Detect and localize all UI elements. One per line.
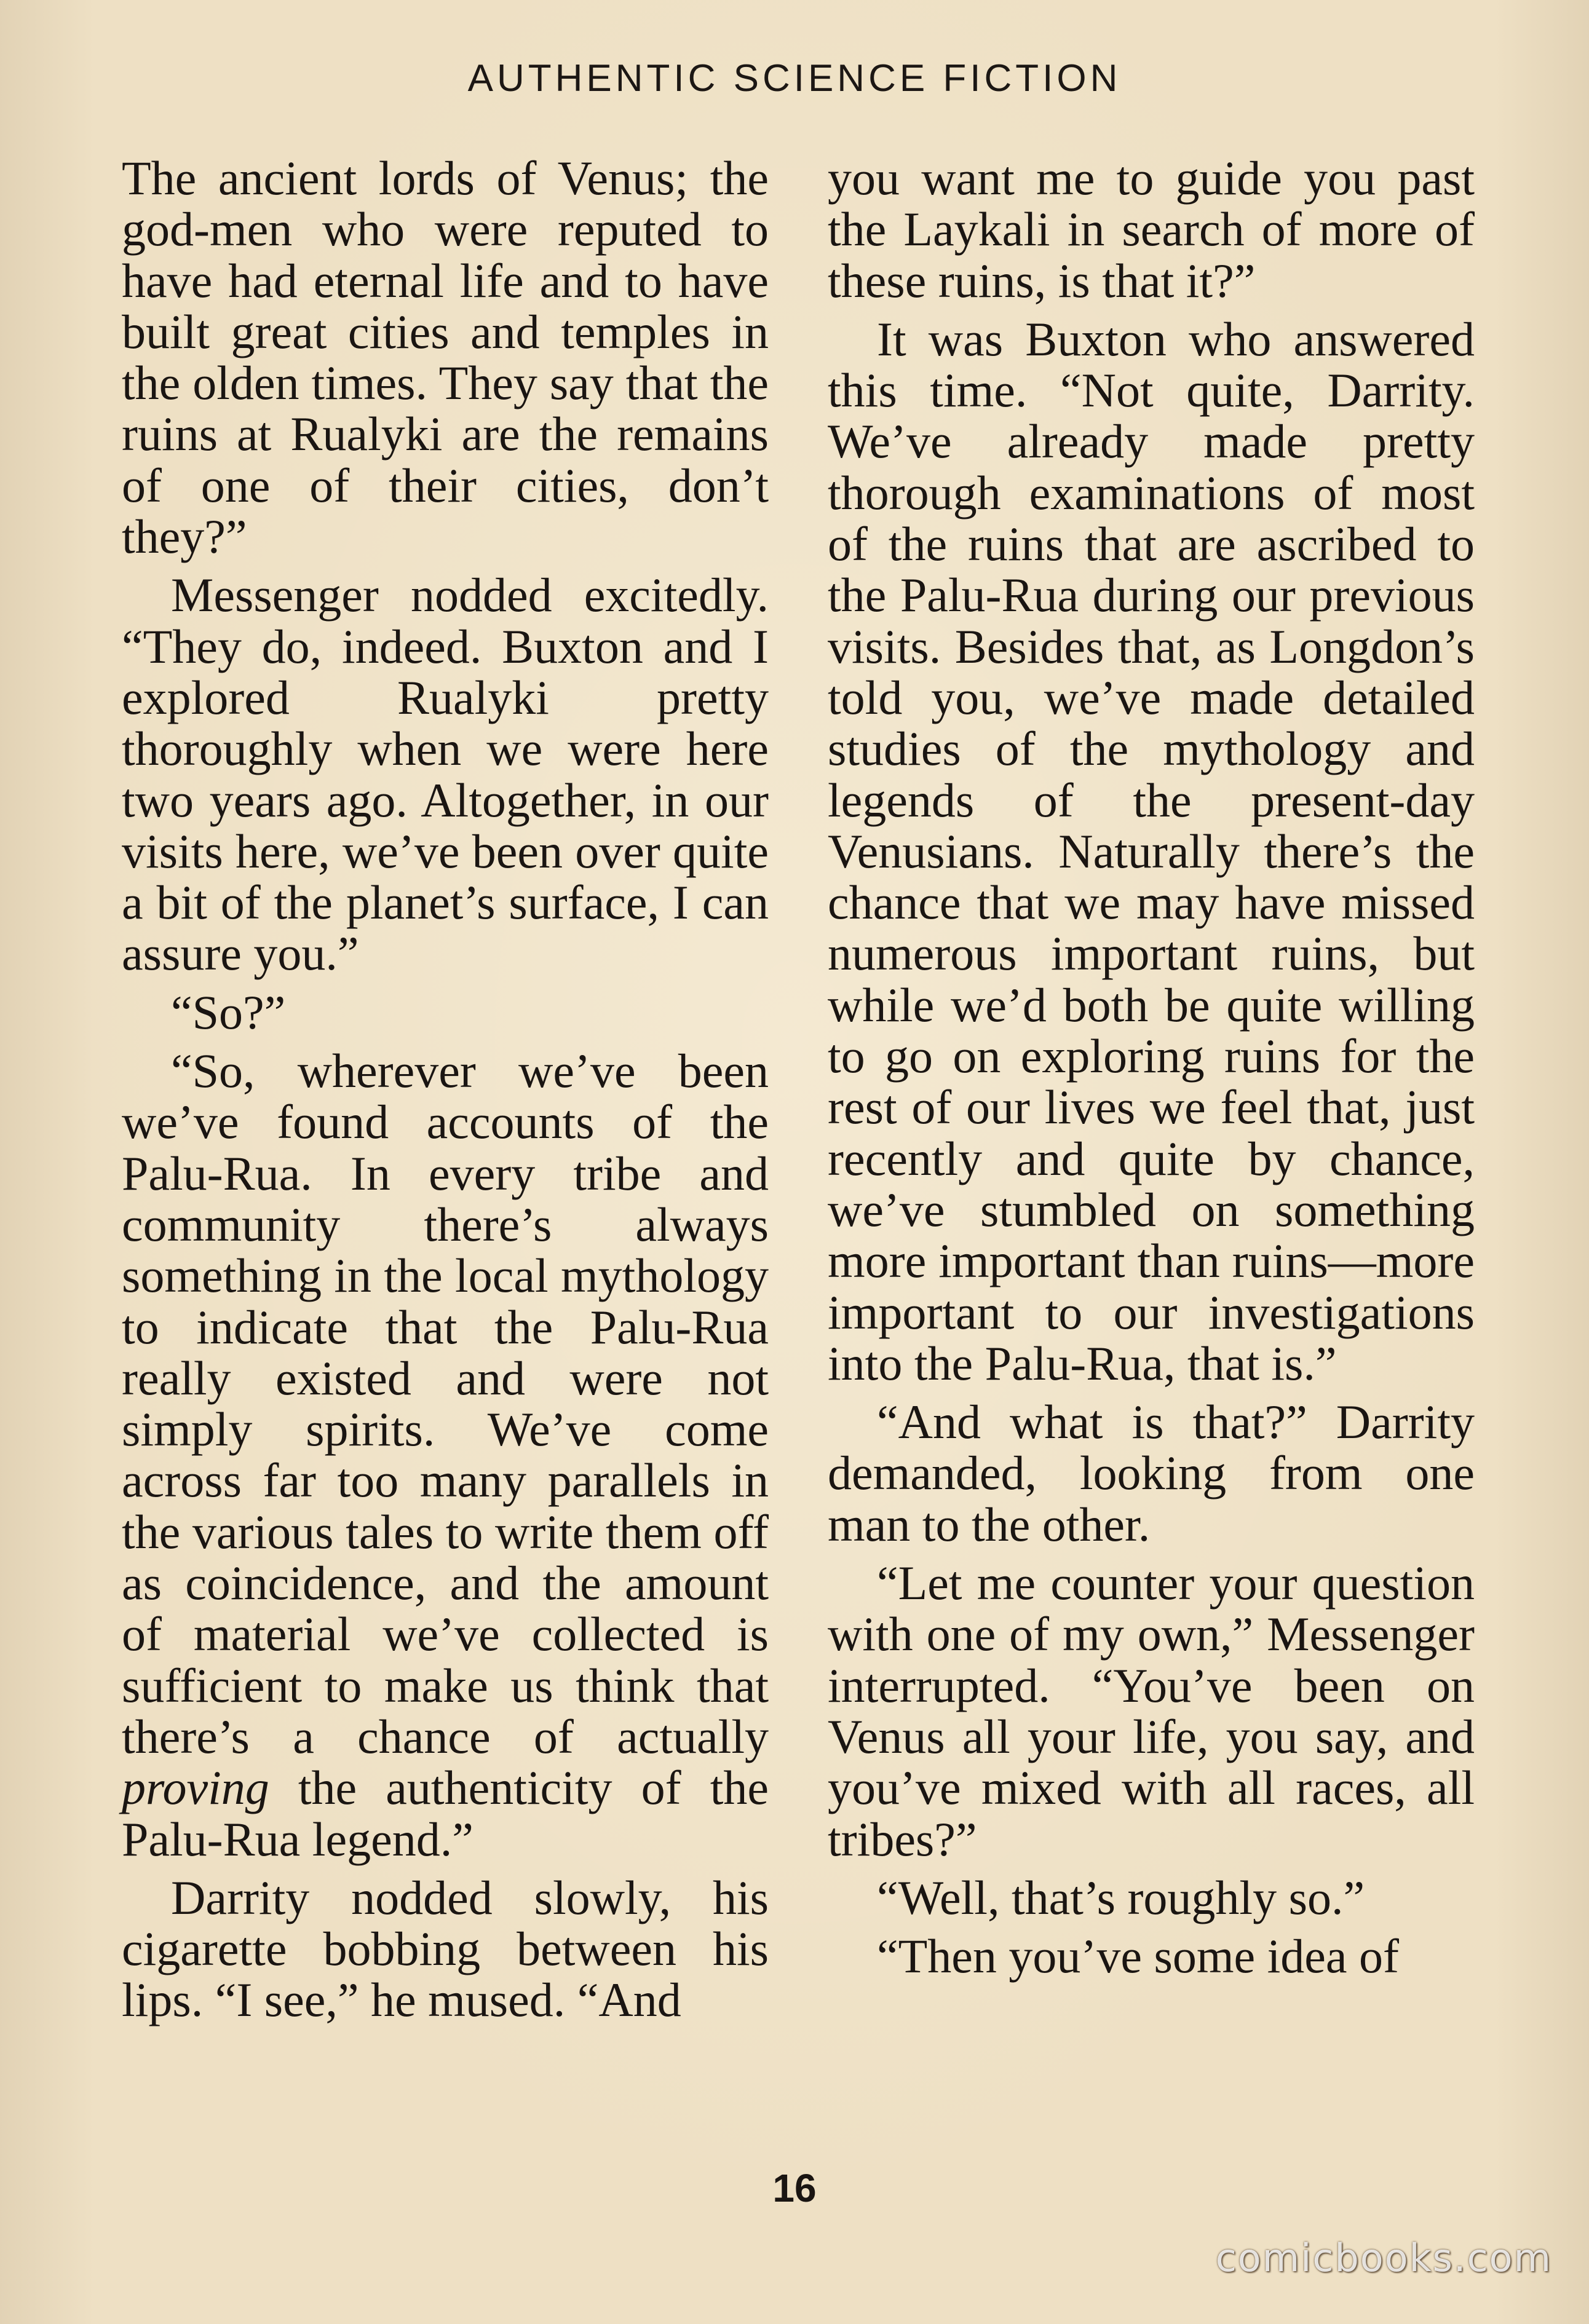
text-run: “Then you’ve some idea of [877, 1929, 1400, 1983]
paragraph [828, 1872, 1475, 1923]
text-run: “Well, that’s roughly so.” [877, 1870, 1365, 1924]
text-run: you want me to guide you past the Laykali in search of more of these ruins, is that it?” [828, 151, 1475, 307]
watermark: comicbooks.com [1215, 2235, 1552, 2280]
paragraph [122, 152, 769, 562]
italic-run: proving [122, 1761, 269, 1815]
paragraph [828, 1931, 1475, 1982]
text-run: The ancient lords of Venus; the god-men who were reputed to have had eternal life and to have built great cities and temples in the olden times. They say that the ruins at Rualyki are the remains of one of their cities, don’t they?” [122, 151, 769, 564]
text-column-left [122, 152, 769, 2033]
text-run: “So, wherever we’ve been we’ve found accounts of the Palu-Rua. In every tribe and community there’s always something in the local mythology to indicate that the Palu-Rua really existed and were not simply spirits. We’ve come across far too many parallels in the various tales to write them off as coincidence, and the amount of material we’ve collected is sufficient to make us think that there’s a chance of actually [122, 1044, 769, 1763]
paragraph [828, 152, 1475, 306]
text-run: “And what is that?” Darrity demanded, looking from one man to the other. [828, 1395, 1475, 1551]
paragraph [828, 314, 1475, 1389]
paragraph [828, 1396, 1475, 1550]
paragraph [122, 569, 769, 979]
text-run: “Let me counter your question with one of my own,” Messenger interrupted. “You’ve been on Venus all your life, you say, and you’ve mixed with all races, all tribes?” [828, 1556, 1475, 1866]
running-head: AUTHENTIC SCIENCE FICTION [467, 57, 1122, 100]
paragraph [122, 1872, 769, 2026]
paragraph [828, 1557, 1475, 1865]
paragraph [122, 1045, 769, 1865]
text-run: Darrity nodded slowly, his cigarette bobbing between his lips. “I see,” he mused. “And [122, 1870, 769, 2027]
paragraph [122, 987, 769, 1038]
text-run: Messenger nodded excitedly. “They do, indeed. Buxton and I explored Rualyki pretty thoroughly when we were here two years ago. Altogether, in our visits here, we’ve been over quite a bit of the planet’s surface, I can assure you.” [122, 568, 769, 981]
text-run: It was Buxton who answered this time. “Not quite, Darrity. We’ve already made pretty thorough examinations of most of the ruins that are ascribed to the Palu-Rua during our previous visits. Besides that, as Longdon’s told you, we’ve made detailed studies of the mythology and legends of the present-day Venusians. Naturally there’s the chance that we may have missed numerous important ruins, but while we’d both be quite willing to go on exploring ruins for the rest of our lives we feel that, just recently and quite by chance, we’ve stumbled on something more important than ruins—more important to our investigations into the Palu-Rua, that is.” [828, 312, 1475, 1390]
text-run: the authenticity of the Palu-Rua legend.” [122, 1761, 769, 1866]
text-column-right [828, 152, 1475, 1989]
text-run: “So?” [171, 985, 286, 1039]
page-number: 16 [772, 2166, 817, 2210]
